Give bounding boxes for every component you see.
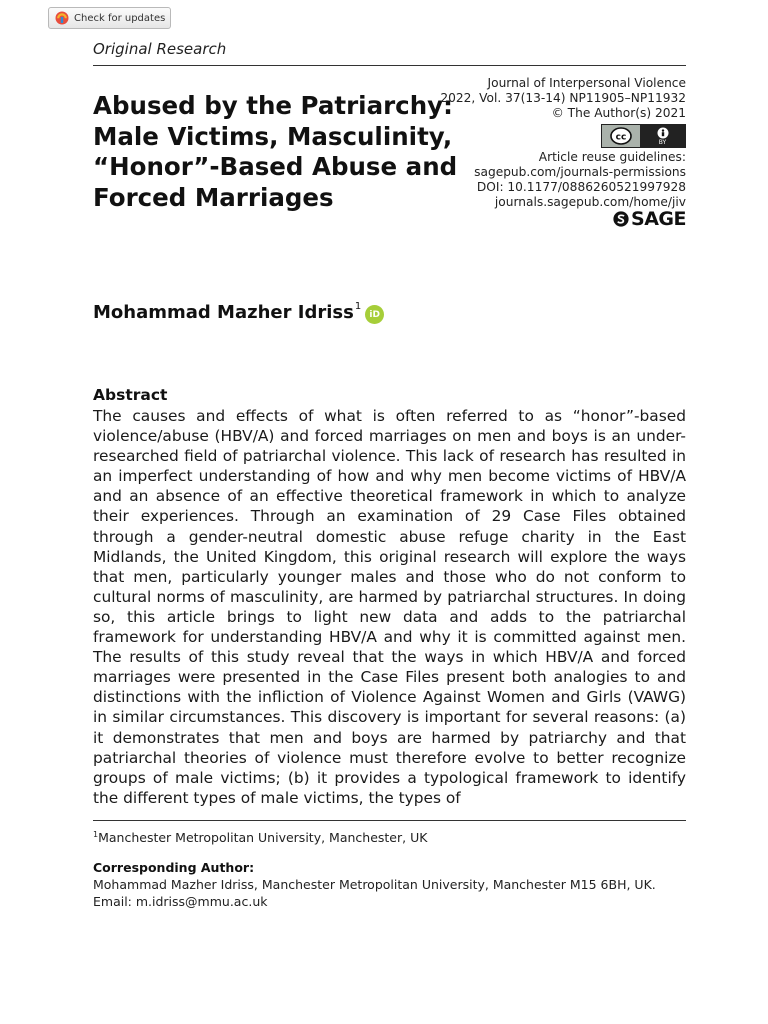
affiliation-footnote	[93, 830, 427, 845]
section-label: Original Research	[93, 40, 227, 58]
check-for-updates-label: Check for updates	[74, 12, 166, 24]
doi[interactable]: DOI: 10.1177/0886260521997928	[476, 180, 686, 194]
affiliation-text: Manchester Metropolitan University, Manchester, UK	[98, 830, 428, 846]
corresponding-author-email[interactable]: Email: m.idriss@mmu.ac.uk	[93, 894, 268, 909]
article-title: Abused by the Patriarchy: Male Victims, Masculinity, “Honor”-Based Abuse and Forced Marriages	[93, 91, 458, 212]
header-divider	[93, 65, 686, 66]
cc-icon	[602, 125, 640, 147]
sage-logo	[386, 207, 686, 230]
reuse-guidelines-label: Article reuse guidelines:	[538, 150, 686, 164]
abstract-heading: Abstract	[93, 386, 168, 404]
attribution-person-icon	[656, 127, 670, 139]
affiliation-marker: 1	[93, 830, 99, 839]
journal-info	[386, 76, 686, 230]
author-line	[93, 302, 384, 324]
abstract-text: The causes and effects of what is often referred to as “honor”-based violence/abuse (HBV/A) and forced marriages on men and boys is an under-researched field of patriarchal violence. This lack of research has resulted in an imperfect understanding of how and why men become victims of HBV/A and an absence of an effective theoretical framework in which to analyze their experiences. Through an examination of 29 Case Files obtained through a gender-neutral domestic abuse refuge charity in the East Midlands, the United Kingdom, this original research will explore the ways that men, particularly younger males and those who do not conform to cultural norms of masculinity, are harmed by patriarchal structures. In doing so, this article brings to light new data and adds to the patriarchal framework for understanding HBV/A and why it is committed against men. The results of this study reveal that the ways in which HBV/A and forced marriages were presented in the Case Files present both analogies to and distinctions with the infliction of Violence Against Women and Girls (VAWG) in similar circumstances. This discovery is important for several reasons: (a) it demonstrates that men and boys are harmed by patriarchy and that patriarchal theories of violence must therefore evolve to better recognize groups of male victims; (b) it provides a typological framework to identify the different types of male victims, the types of	[93, 407, 686, 807]
sage-s-circle-icon	[613, 211, 629, 227]
svg-text:cc: cc	[615, 132, 627, 143]
corresponding-author-address: Mohammad Mazher Idriss, Manchester Metropolitan University, Manchester M15 6BH, UK.	[93, 877, 656, 892]
cc-by-license-badge[interactable]	[601, 124, 686, 148]
journal-homepage-link[interactable]: journals.sagepub.com/home/jiv	[494, 195, 686, 209]
crossmark-icon	[55, 11, 69, 25]
cc-license-label: BY	[658, 138, 667, 146]
journal-volume-pages: 2022, Vol. 37(13-14) NP11905–NP11932	[440, 91, 686, 105]
check-for-updates-button[interactable]	[48, 7, 171, 29]
reuse-guidelines-link[interactable]: sagepub.com/journals-permissions	[474, 165, 686, 179]
sage-wordmark: SAGE	[631, 207, 686, 230]
corresponding-author-heading: Corresponding Author:	[93, 860, 255, 875]
journal-name: Journal of Interpersonal Violence	[487, 76, 686, 90]
orcid-icon[interactable]: iD	[365, 305, 384, 324]
author-affiliation-marker: 1	[354, 301, 362, 312]
author-name: Mohammad Mazher Idriss	[93, 302, 354, 323]
journal-copyright: © The Author(s) 2021	[551, 106, 686, 120]
footnote-divider	[93, 820, 686, 821]
